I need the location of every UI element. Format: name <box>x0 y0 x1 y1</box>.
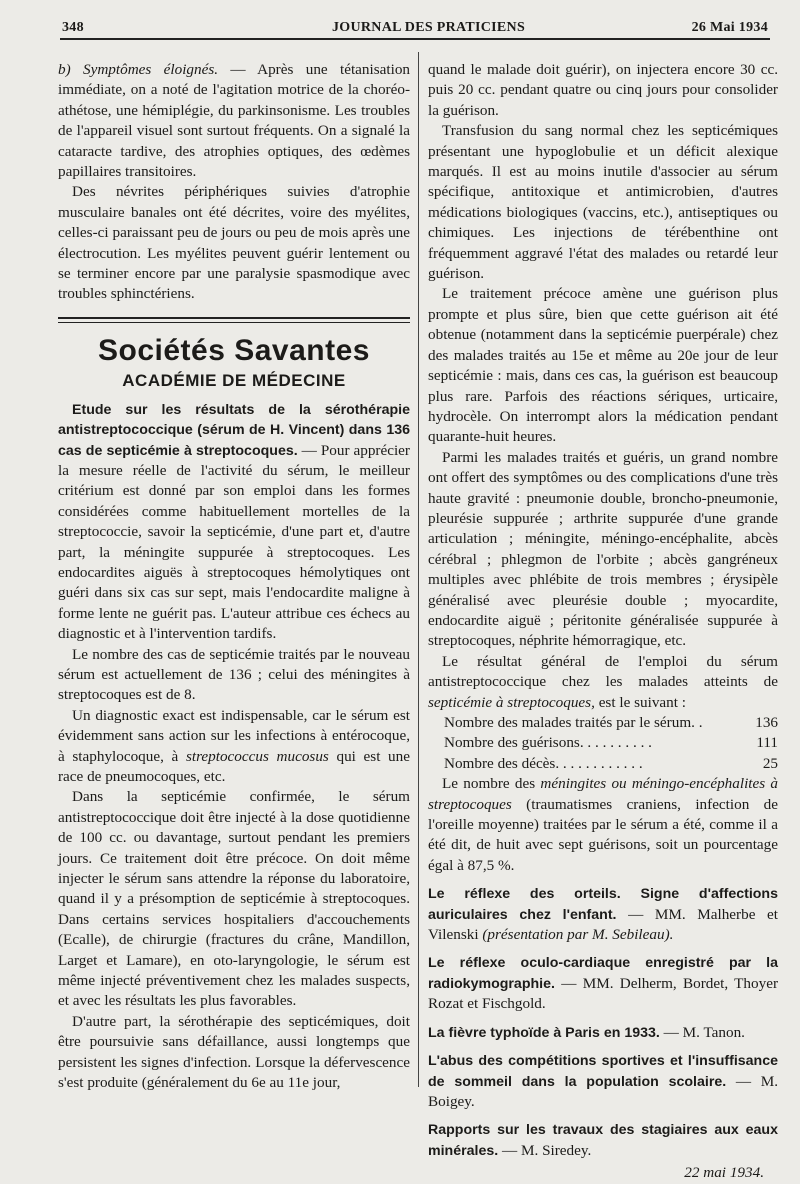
paragraph: Le résultat général de l'emploi du sérum antistreptococcique chez les malades atteints de septicémie à streptocoques, est le suivant : <box>428 652 778 711</box>
page-header <box>62 17 768 39</box>
communication-entry: La fièvre typhoïde à Paris en 1933. — M. Tanon. <box>428 1023 745 1041</box>
paragraph: quand le malade doit guérir), on injectera encore 30 cc. puis 20 cc. pendant quatre ou cinq jours pour consolider la guérison. <box>428 61 778 119</box>
study-title: Etude sur les résultats de la sérothérapie antistreptococcique (sérum de H. Vincent) dans 136 cas de septicémie à streptocoques. <box>58 401 410 459</box>
table-row: Nombre des guérisons. . . . . . . . . . 111 <box>444 734 778 752</box>
academy-heading: ACADÉMIE DE MÉDECINE <box>122 371 346 391</box>
column-divider <box>418 52 419 1087</box>
paragraph: Des névrites périphériques suivies d'atrophie musculaire banales ont été décrites, voire des myélites, celles-ci paraissant peu de jours ou peu de mois après une électrocution. Les myélites peuvent guérir lentement ou se terminer encore par une paralysie spasmodique avec troubles sphinctériens. <box>58 183 410 303</box>
header-rule <box>60 38 770 40</box>
paragraph: Etude sur les résultats de la sérothérapie antistreptococcique (sérum de H. Vincent) dans 136 cas de septicémie à streptocoques. — Pour apprécier la mesure réelle de l'activité du sérum, le meilleur critérium est donné par son emploi dans les formes considérées comme habituellement mortelles de la streptococcie, savoir la septicémie, d'une part et, d'autre part, la méningite suppurée à streptocoques. Les endocardites aiguës à streptocoques hémolytiques ont guéri dans six cas sur sept, mais l'endocardite maligne à forme lente ne guérit pas. L'auteur attribue ces échecs au diagnostic et à l'intervention tardifs. <box>58 401 410 643</box>
left-column <box>58 60 410 1094</box>
subheading: b) Symptômes éloignés. <box>58 61 219 78</box>
results-table <box>444 713 778 774</box>
section-rule <box>58 317 410 323</box>
table-row: Nombre des décès. . . . . . . . . . . . 25 <box>444 754 778 772</box>
paragraph: Le nombre des cas de septicémie traités par le nouveau sérum est actuellement de 136 ; celui des méningites à streptocoques est de 8. <box>58 645 410 704</box>
communication-entry: Le réflexe oculo-cardiaque enregistré par la radiokymographie. — MM. Delherm, Bordet, Thoyer Rozat et Fischgold. <box>428 955 778 1013</box>
journal-title: JOURNAL DES PRATICIENS <box>332 20 526 35</box>
communication-entry: Rapports sur les travaux des stagiaires aux eaux minérales. — M. Siredey. <box>428 1122 778 1159</box>
page-number: 348 <box>62 20 84 35</box>
signature-date: 22 mai 1934. <box>684 1164 764 1182</box>
issue-date: 26 Mai 1934 <box>691 20 768 35</box>
paragraph: D'autre part, la sérothérapie des septicémiques, doit être poursuivie sans défaillance, aussi longtemps que persistent les signes d'infection. Lorsque la défervescence s'est produite (généralement du 6e au 11e jour, <box>58 1012 410 1092</box>
paragraph: Un diagnostic exact est indispensable, car le sérum est évidemment sans action sur les infections à entérocoque, à staphylocoque, à streptococcus mucosus qui est une race de pneumocoques, etc. <box>58 706 410 785</box>
table-row: Nombre des malades traités par le sérum. . 136 <box>444 714 778 731</box>
communication-entry: Le réflexe des orteils. Signe d'affections auriculaires chez l'enfant. — MM. Malherbe et Vilenski (présentation par M. Sebileau). <box>428 886 778 944</box>
paragraph: Le nombre des méningites ou méningo-encéphalites à streptocoques (traumatismes craniens, infection de l'oreille moyenne) traitées par le sérum a été, comme il a été dit, de huit avec sept guérisons, soit un pourcentage égal à 87,5 %. <box>428 775 778 874</box>
right-column <box>428 60 778 1184</box>
section-title: Sociétés Savantes <box>98 333 370 367</box>
paragraph: Dans la septicémie confirmée, le sérum antistreptococcique doit être injecté à la dose quotidienne de 100 cc. ou davantage, surtout pendant les premiers jours. Ce traitement doit être précoce. On doit même injecter le sérum sans attendre la réponse du laboratoire, quand il y a présomption de septicémie à streptocoques. Dans certains services hospitaliers d'accouchements (Ecalle), de chirurgie (fractures du crâne, Mandillon, Larget et Lamare), en oto-laryngologie, le sérum est même injecté préventivement chez les malades suspects, et avec les résultats les plus favorables. <box>58 788 410 1010</box>
paragraph: Le traitement précoce amène une guérison plus prompte et plus sûre, bien que cette guérison ait été obtenue (notamment dans la septicémie puerpérale) chez des malades traités au 15e et même au 20e jour de leur septicémie : mais, dans ces cas, la guérison est beaucoup plus rare. Parfois des réactions sériques, urticaire, hydrocèle. On interrompt alors la médication pendant quarante-huit heures. <box>428 285 778 446</box>
paragraph: b) Symptômes éloignés. — Après une tétanisation immédiate, on a noté de l'agitation motrice de la choréo-athétose, une hémiplégie, du parkinsonisme. Les troubles de l'appareil visuel sont surtout fréquents. On a signalé la cataracte tardive, des atrophies optiques, des œdèmes papillaires transitoires. <box>58 61 411 181</box>
paragraph: Transfusion du sang normal chez les septicémiques présentant une hypoglobulie et un déficit alexique marqués. Il est au moins inutile d'associer au sérum spécifique, antitoxique et antimicrobien, d'autres médications biologiques (vaccins, etc.), antiseptiques ou chimiques. Les injections de térébenthine ont fréquemment aggravé l'état des malades ou retardé leur guérison. <box>428 122 778 283</box>
communication-entry: L'abus des compétitions sportives et l'insuffisance de sommeil dans la population scolaire. — M. Boigey. <box>428 1053 779 1110</box>
paragraph: Parmi les malades traités et guéris, un grand nombre ont offert des symptômes ou des complications d'une très haute gravité : pneumonie double, broncho-pneumonie, pleurésie suppurée ; arthrite suppurée d'une grande articulation ; méningite, méningo-encéphalite, abcès cérébral ; phlegmon de l'orbite ; abcès gangréneux multiples avec phlébite de trois membres ; érysipèle généralisé avec pleurésie double ; myocardite, endocardite aiguë ; péritonite généralisée suppurée à streptocoques, néphrite hémorragique, etc. <box>428 448 778 650</box>
